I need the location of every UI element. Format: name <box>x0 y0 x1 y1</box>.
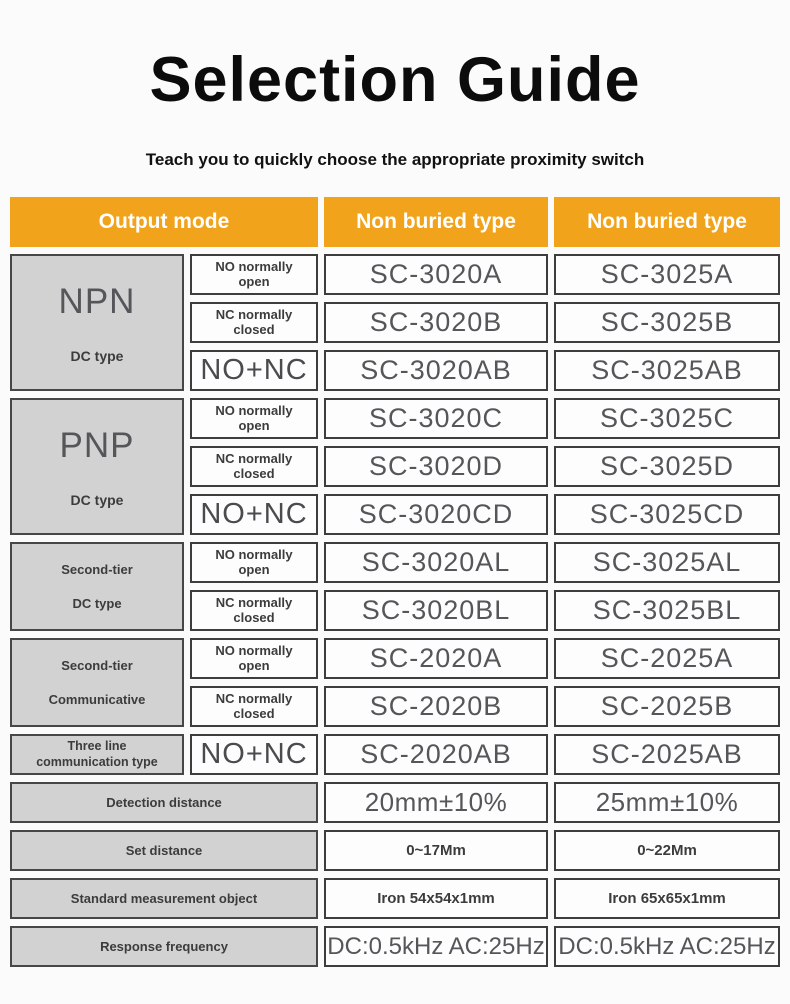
model-cell: SC-3020C <box>324 398 548 439</box>
header-non-buried-2: Non buried type <box>554 197 780 247</box>
model-cell: SC-3025BL <box>554 590 780 631</box>
mode-cell: NO normally open <box>190 398 318 439</box>
model-cell: SC-3025C <box>554 398 780 439</box>
spec-value: 0~22Mm <box>554 830 780 871</box>
spec-label-response-frequency: Response frequency <box>10 926 318 967</box>
group-title: PNP <box>59 425 135 465</box>
mode-cell: NO normally open <box>190 254 318 295</box>
group-subtitle: DC type <box>70 347 124 364</box>
model-cell: SC-3025AB <box>554 350 780 391</box>
model-cell: SC-2020B <box>324 686 548 727</box>
model-cell: SC-3020AL <box>324 542 548 583</box>
mode-cell: NC normally closed <box>190 302 318 343</box>
page-subtitle: Teach you to quickly choose the appropriate proximity switch <box>145 150 645 169</box>
group-subtitle: Communicative <box>48 691 146 707</box>
mode-cell: NO normally open <box>190 542 318 583</box>
model-cell: SC-3020D <box>324 446 548 487</box>
model-cell: SC-3025B <box>554 302 780 343</box>
spec-label-detection-distance: Detection distance <box>10 782 318 823</box>
mode-cell: NC normally closed <box>190 446 318 487</box>
model-cell: SC-2025AB <box>554 734 780 775</box>
header-output-mode: Output mode <box>10 197 318 247</box>
selection-table <box>10 197 780 967</box>
model-cell: SC-3020A <box>324 254 548 295</box>
mode-cell: NO normally open <box>190 638 318 679</box>
model-cell: SC-2025B <box>554 686 780 727</box>
spec-label-standard-measurement-object: Standard measurement object <box>10 878 318 919</box>
model-cell: SC-2020A <box>324 638 548 679</box>
mode-cell: NC normally closed <box>190 686 318 727</box>
group-title-line2: communication type <box>36 754 158 769</box>
spec-label-set-distance: Set distance <box>10 830 318 871</box>
model-cell: SC-3025D <box>554 446 780 487</box>
spec-value: DC:0.5kHz AC:25Hz <box>324 926 548 967</box>
header-non-buried-1: Non buried type <box>324 197 548 247</box>
model-cell: SC-3020CD <box>324 494 548 535</box>
mode-cell: NO+NC <box>190 734 318 775</box>
mode-cell: NO+NC <box>190 350 318 391</box>
model-cell: SC-3020AB <box>324 350 548 391</box>
group-label-npn-dc <box>10 254 184 391</box>
group-title: Second-tier <box>61 562 133 578</box>
mode-cell: NO+NC <box>190 494 318 535</box>
group-title: NPN <box>58 281 136 321</box>
table-body <box>10 254 780 967</box>
model-cell: SC-2020AB <box>324 734 548 775</box>
model-cell: SC-3025AL <box>554 542 780 583</box>
table-header-row <box>10 197 780 247</box>
spec-value: 0~17Mm <box>324 830 548 871</box>
spec-value: Iron 54x54x1mm <box>324 878 548 919</box>
group-label-three-line <box>10 734 184 775</box>
model-cell: SC-3020BL <box>324 590 548 631</box>
group-label-pnp-dc <box>10 398 184 535</box>
group-subtitle: DC type <box>70 491 124 508</box>
spec-value: DC:0.5kHz AC:25Hz <box>554 926 780 967</box>
mode-cell: NC normally closed <box>190 590 318 631</box>
spec-value: Iron 65x65x1mm <box>554 878 780 919</box>
group-subtitle: DC type <box>72 595 122 611</box>
model-cell: SC-3020B <box>324 302 548 343</box>
model-cell: SC-2025A <box>554 638 780 679</box>
spec-value: 20mm±10% <box>324 782 548 823</box>
page-title: Selection Guide <box>149 45 641 115</box>
spec-value: 25mm±10% <box>554 782 780 823</box>
group-label-secondtier-communicative <box>10 638 184 727</box>
group-title-line1: Three line <box>67 738 127 753</box>
group-title: Second-tier <box>61 658 133 674</box>
model-cell: SC-3025CD <box>554 494 780 535</box>
model-cell: SC-3025A <box>554 254 780 295</box>
group-label-secondtier-dc <box>10 542 184 631</box>
